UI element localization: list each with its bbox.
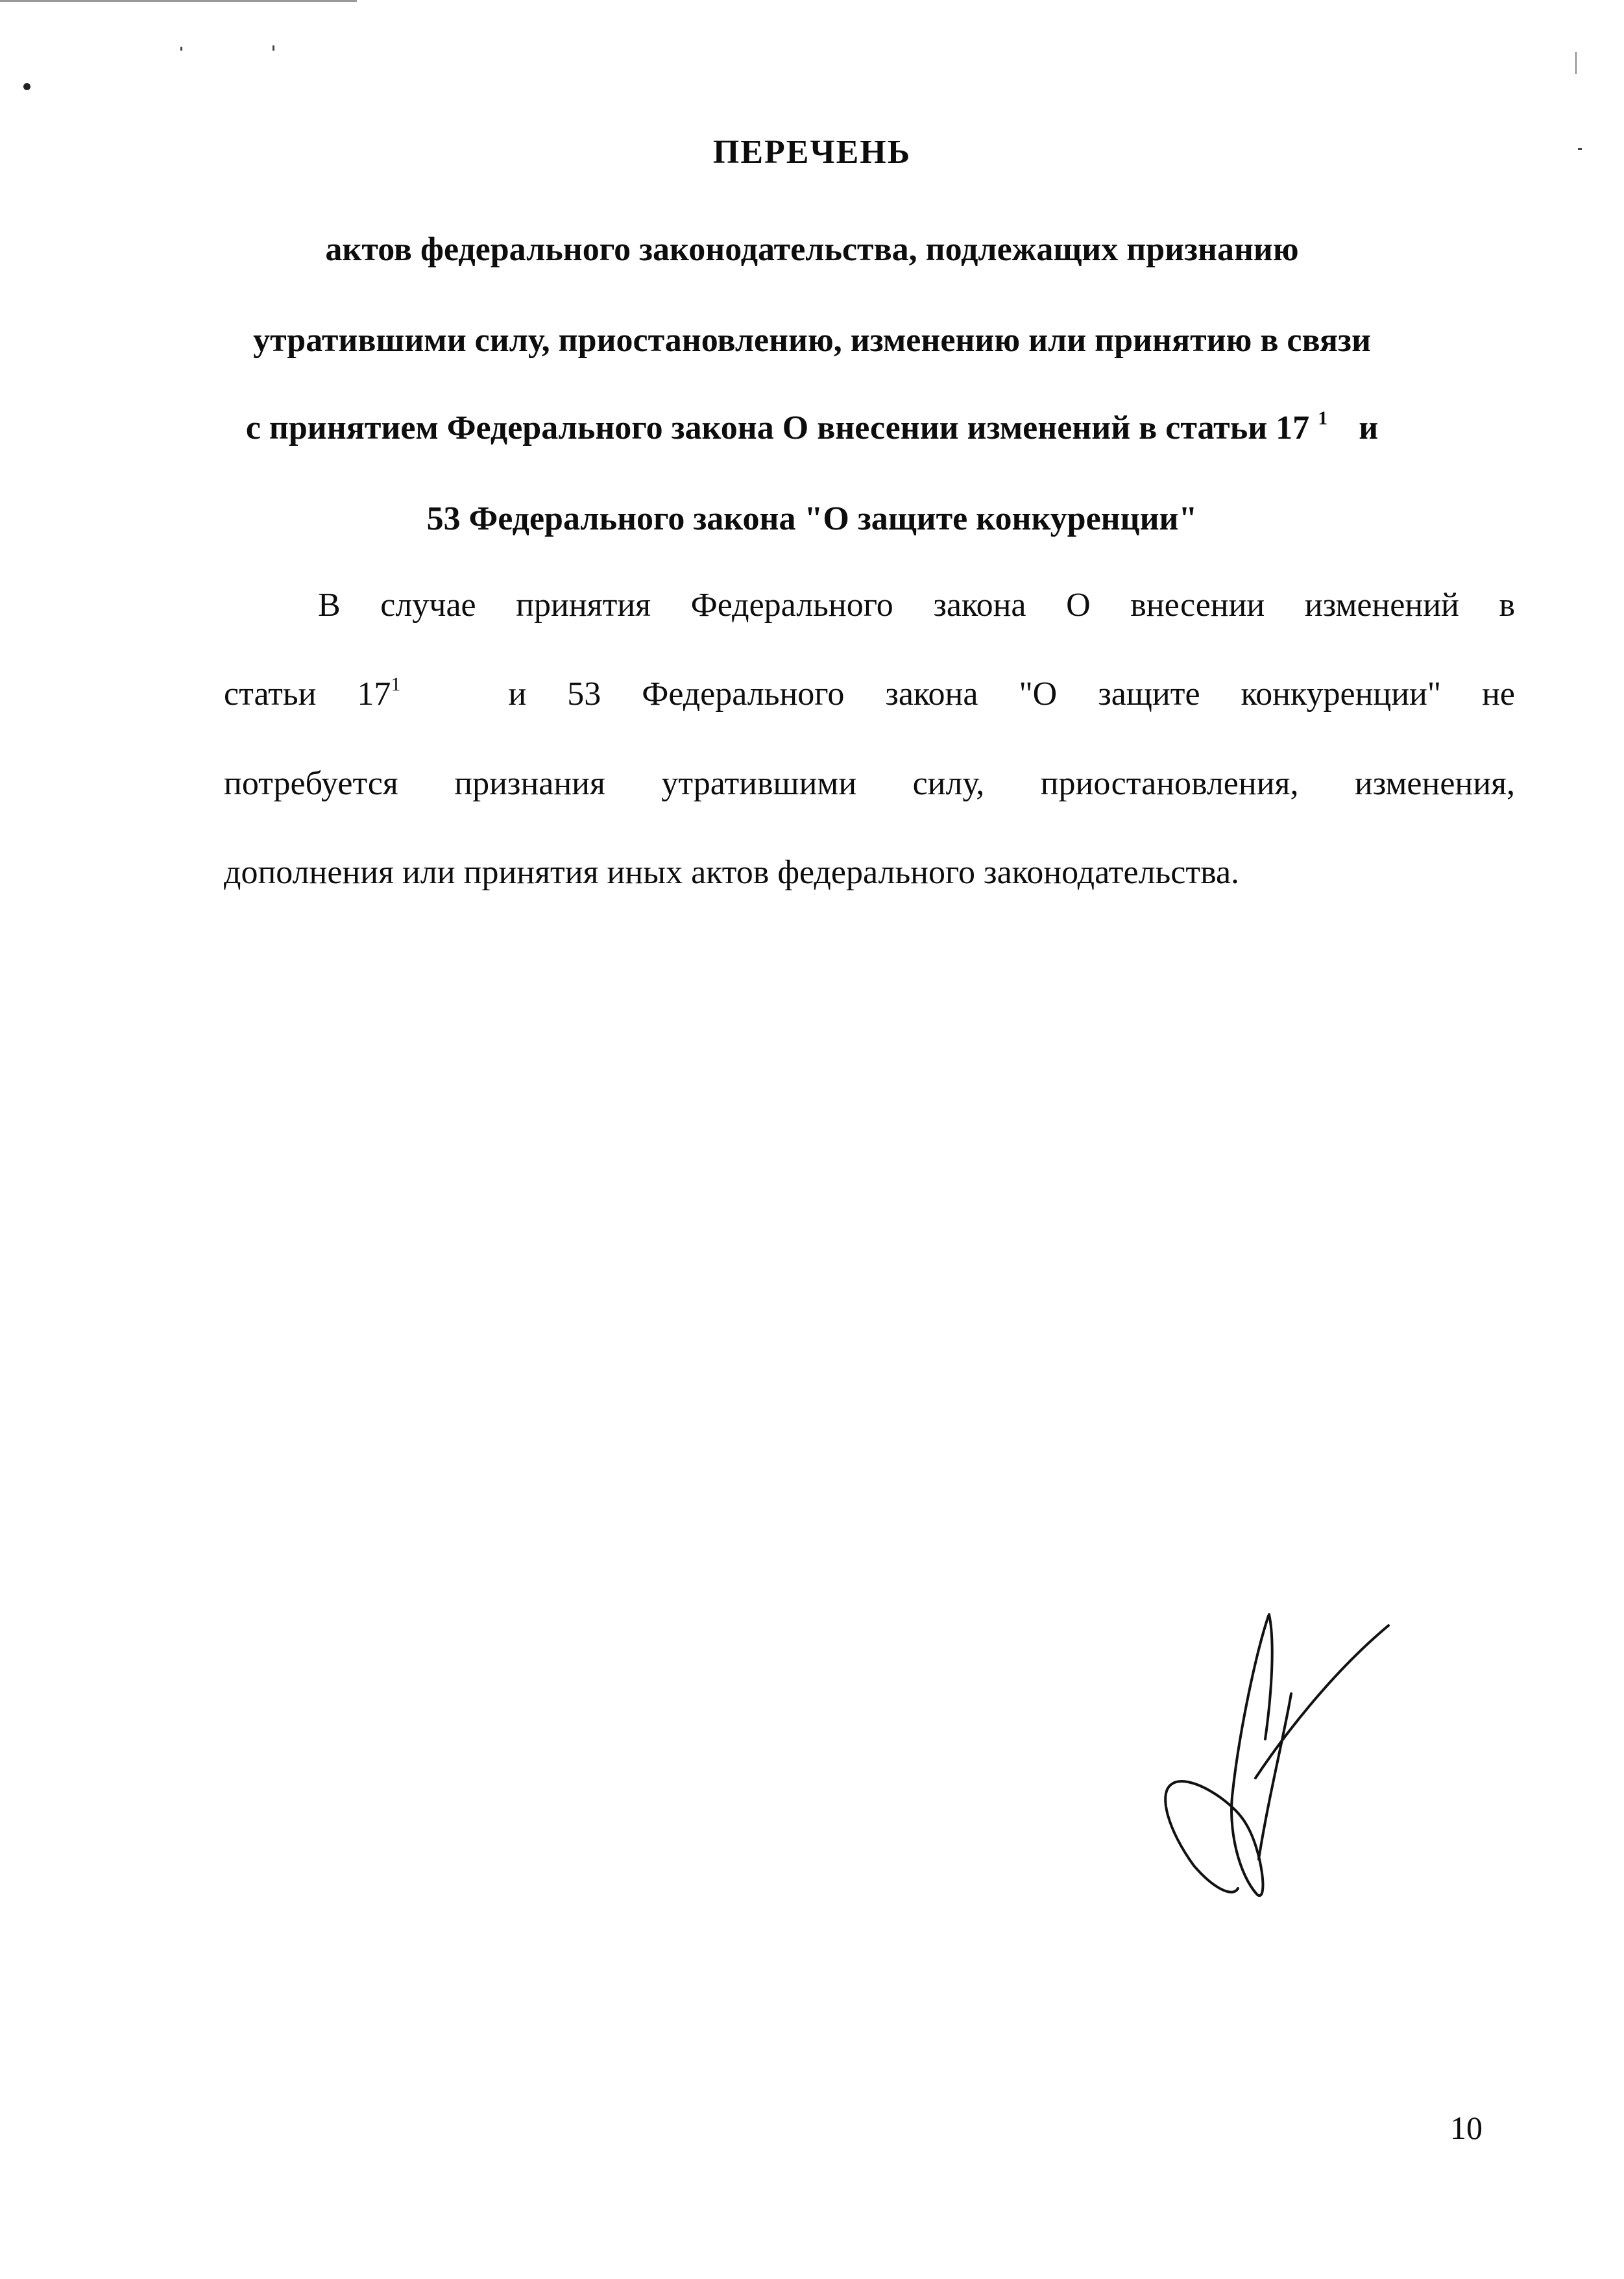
subtitle-line-4: 53 Федерального закона "О защите конкуренции"	[426, 500, 1198, 537]
scan-speck	[1575, 52, 1577, 74]
body-line-2	[224, 675, 1515, 713]
page-number: 10	[1450, 2110, 1483, 2146]
body-line-2-pre: статьи 17	[224, 676, 391, 713]
body-line-2-post: и 53 Федерального закона "О защите конкуренции" не	[508, 676, 1516, 713]
document-title: ПЕРЕЧЕНЬ	[712, 134, 912, 171]
scan-dot	[23, 83, 30, 90]
body-line-1: В случае принятия Федерального закона О внесении изменений в	[318, 587, 1515, 624]
body-superscript: 1	[391, 674, 401, 695]
scan-speck	[273, 45, 274, 51]
body-line-4: дополнения или принятия иных актов федерального законодательства.	[224, 854, 1240, 891]
body-line-3: потребуется признания утратившими силу, приостановления, изменения,	[224, 765, 1515, 802]
subtitle-line-3	[0, 409, 1624, 447]
subtitle-superscript: 1	[1318, 408, 1328, 429]
subtitle-line-1: актов федерального законодательства, подлежащих признанию	[325, 231, 1299, 268]
subtitle-line-3-tail: и	[1359, 409, 1379, 446]
subtitle-line-2: утратившими силу, приостановлению, изменению или принятию в связи	[253, 322, 1371, 359]
signature-image	[1142, 1603, 1401, 1908]
scan-speck	[180, 47, 182, 51]
subtitle-line-3-text: с принятием Федерального закона О внесении изменений в статьи 17	[245, 409, 1310, 446]
scan-edge-line	[0, 0, 357, 2]
